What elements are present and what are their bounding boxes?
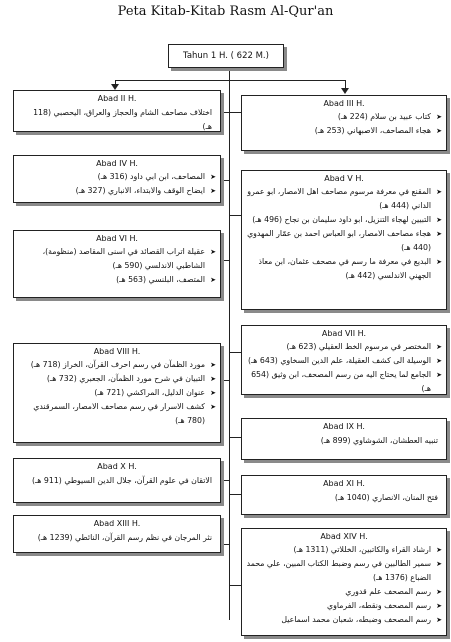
list-item: ➤ كشف الاسرار في رسم مصاحف الامصار، السمرقندي (780 هـ) (18, 400, 216, 428)
left-box-5 (13, 458, 221, 503)
box-text: اختلاف مصاحف الشام والحجاز والعراق، اليحصبي (118 هـ) (33, 108, 212, 131)
box-heading: Abad II H. (97, 94, 137, 103)
connector-left-2 (221, 180, 230, 181)
root-box (168, 44, 284, 68)
list-item: ➤ عنوان الدليل، المراكشي (721 هـ) (18, 386, 216, 400)
connector-right-4 (229, 437, 241, 438)
right-box-2 (241, 170, 447, 310)
list-item: ➤ هجاء مصاحف الامصار، ابو العباس احمد بن عمّار المهدوي (440 هـ) (246, 227, 442, 255)
connector-root-down (229, 68, 230, 80)
list-item: ➤ هجاء المصاحف، الاصبهاني (253 هـ) (246, 124, 442, 138)
list-item: ➤ التبيان في شرح مورد الظمآن، الجعبري (732 هـ) (18, 372, 216, 386)
left-box-2 (13, 155, 221, 203)
list-item: ➤ ايضاح الوقف والابتداء، الانباري (327 هـ) (18, 184, 216, 198)
box-text: الاتقان في علوم القرآن، جلال الدين السيوطي (911 هـ) (31, 476, 212, 485)
list-item: ➤ سمير الطالبين في رسم وضبط الكتاب المبين، علي محمد الضباع (1376 هـ) (246, 557, 442, 585)
connector-right-2 (229, 215, 241, 216)
right-box-5 (241, 475, 447, 515)
list-item: ➤ الوسيلة الى كشف العقيلة، علم الدين السخاوي (643 هـ) (246, 354, 442, 368)
connector-right-5 (229, 494, 241, 495)
list-item: ➤ مورد الظمآن في رسم احرف القرآن، الخراز (718 هـ) (18, 358, 216, 372)
connector-left-6 (221, 544, 230, 545)
connector-top-bar (115, 80, 345, 81)
box-heading: Abad XI H. (323, 479, 365, 488)
box-heading: Abad III H. (323, 99, 365, 108)
list-item: ➤ المختصر في مرسوم الخط العقيلي (623 هـ) (246, 340, 442, 354)
left-box-1 (13, 90, 221, 132)
box-text: نثر المرجان في نظم رسم القرآن، النائطي (1239 هـ) (37, 533, 212, 542)
box-heading: Abad IV H. (96, 159, 138, 168)
connector-right-3 (229, 352, 241, 353)
list-item: ➤ المقنع في معرفة مرسوم مصاحف اهل الامصار، ابو عمرو الداني (444 هـ) (246, 185, 442, 213)
connector-right-6 (229, 585, 241, 586)
right-box-3 (241, 325, 447, 395)
left-box-3 (13, 230, 221, 298)
list-item: ➤ المصاحف، ابن ابي داود (316 هـ) (18, 170, 216, 184)
connector-left-3 (221, 260, 230, 261)
right-box-6 (241, 528, 447, 636)
box-heading: Abad VIII H. (93, 347, 141, 356)
list-item: ➤ البديع في معرفة ما رسم في مصحف عثمان، ابن معاذ الجهني الاندلسي (442 هـ) (246, 255, 442, 283)
list-item: ➤ المتصف، البلنسي (563 هـ) (18, 273, 216, 287)
box-heading: Abad V H. (324, 174, 364, 183)
left-box-6 (13, 515, 221, 553)
box-heading: Abad IX H. (323, 422, 365, 431)
arrow-down-icon (341, 88, 349, 94)
list-item: ➤ رسم المصحف وضبطه، شعبان محمد اسماعيل (246, 613, 442, 627)
page-title: Peta Kitab-Kitab Rasm Al-Qur'an (117, 4, 334, 19)
list-item: ➤ التبيين لهجاء التنزيل، ابو داود سليمان بن نجاح (496 هـ) (246, 213, 442, 227)
left-box-4 (13, 343, 221, 443)
box-text: تنبيه العطشان، الشوشاوي (899 هـ) (320, 436, 438, 445)
connector-right-1 (229, 112, 241, 113)
box-heading: Abad VI H. (96, 234, 138, 243)
box-heading: Abad XIII H. (93, 519, 141, 528)
right-box-1 (241, 95, 447, 151)
list-item: ➤ عقيلة اتراب القصائد في اسنى المقاصد (منظومة)، الشاطبي الاندلسي (590 هـ) (18, 245, 216, 273)
box-heading: Abad X H. (97, 462, 137, 471)
connector-left-5 (221, 480, 230, 481)
root-label: Tahun 1 H. ( 622 M.) (183, 51, 269, 61)
list-item: ➤ رسم المصحف علم قدوري (246, 585, 442, 599)
connector-trunk (229, 80, 230, 620)
box-heading: Abad VII H. (321, 329, 367, 338)
list-item: ➤ ارشاد القراء والكاتبين، الخللاتي (1311 هـ) (246, 543, 442, 557)
right-box-4 (241, 418, 447, 460)
list-item: ➤ الجامع لما يحتاج اليه من رسم المصحف، ابن وثيق (654 هـ) (246, 368, 442, 396)
connector-left-4 (221, 380, 230, 381)
list-item: ➤ كتاب عبيد بن سلام (224 هـ) (246, 110, 442, 124)
box-heading: Abad XIV H. (320, 532, 368, 541)
box-text: فتح المنان، الانصاري (1040 هـ) (334, 493, 438, 502)
list-item: ➤ رسم المصحف ونقطه، الفرماوي (246, 599, 442, 613)
